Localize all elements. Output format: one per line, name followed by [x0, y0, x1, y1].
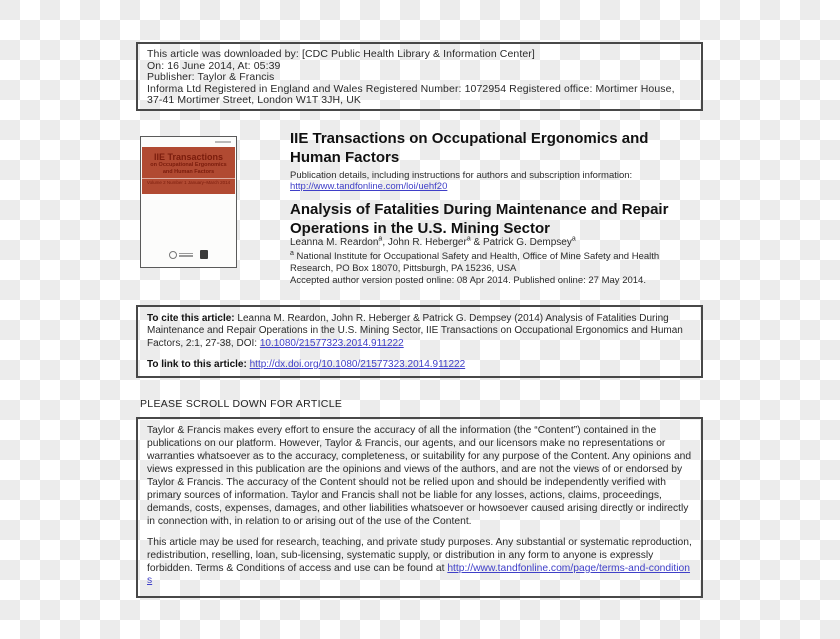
link-label: To link to this article:: [147, 358, 247, 370]
author-2-affiliation-marker: a: [466, 235, 471, 243]
authors-line: [290, 237, 694, 248]
author-2: John R. Heberger: [387, 237, 467, 248]
publisher-line: Publisher: Taylor & Francis: [147, 71, 275, 84]
cover-issue-line: Volume 2 Number 1 January–March 2014: [142, 178, 235, 186]
article-url-link[interactable]: http://dx.doi.org/10.1080/21577323.2014.911222: [249, 358, 466, 370]
cover-masthead-banner: [142, 147, 235, 194]
disclaimer-paragraph-2: [147, 537, 692, 589]
registration-line: Informa Ltd Registered in England and Wales Registered Number: 1072954 Registered office: Mortimer House, 37-41 Mortimer Street, London W1T 3JH, UK: [147, 82, 675, 107]
terms-and-conditions-link[interactable]: http://www.tandfonline.com/page/terms-and-conditions: [147, 562, 691, 587]
link-paragraph: [147, 359, 692, 371]
author-separator-1: ,: [382, 237, 388, 248]
author-3: Patrick G. Dempsey: [482, 237, 572, 248]
taylor-francis-logo-circle-icon: [169, 251, 177, 259]
taylor-francis-logo: [169, 251, 193, 259]
cover-masthead-subtitle1: on Occupational Ergonomics: [150, 162, 227, 168]
author-3-affiliation-marker: a: [571, 235, 576, 243]
publication-details-text: Publication details, including instructions for authors and subscription information:: [290, 170, 633, 181]
article-title: Analysis of Fatalities During Maintenance and Repair Operations in the U.S. Mining Sector: [290, 201, 669, 237]
cover-masthead-subtitle2: and Human Factors: [162, 168, 215, 175]
iie-square-logo-icon: [200, 250, 208, 259]
scroll-down-notice: PLEASE SCROLL DOWN FOR ARTICLE: [140, 398, 343, 410]
cover-publisher-logos: [141, 250, 236, 259]
cover-issn-mark: [215, 141, 231, 143]
downloaded-by-line: This article was downloaded by: [CDC Public Health Library & Information Center]: [147, 48, 535, 60]
author-1: Leanna M. Reardon: [290, 237, 379, 248]
download-date-line: On: 16 June 2014, At: 05:39: [147, 59, 281, 72]
cite-text: Leanna M. Reardon, John R. Heberger & Patrick G. Dempsey (2014) Analysis of Fatalities During Maintenance and Repair Operations in the U.S. Mining Sector, IIE Transactions on Occupational Ergonomics and Human Factors, 2:1, 27-38, DOI:: [147, 313, 683, 349]
doi-link[interactable]: 10.1080/21577323.2014.911222: [259, 337, 404, 349]
affiliation-line: [290, 251, 688, 274]
author-1-affiliation-marker: a: [378, 235, 383, 243]
author-separator-2: &: [470, 237, 483, 248]
affiliation-text: National Institute for Occupational Safety and Health, Office of Mine Safety and Health Research, PO Box 18070, Pittsburgh, PA 15236, USA: [290, 251, 660, 274]
publication-history-line: Accepted author version posted online: 08 Apr 2014. Published online: 27 May 2014.: [290, 275, 646, 286]
journal-cover-thumbnail: [140, 136, 237, 268]
affiliation-marker: a: [290, 249, 294, 257]
citation-box: [136, 305, 703, 378]
disclaimer-box: [136, 417, 703, 598]
cover-masthead-title: IIE Transactions: [153, 152, 224, 162]
journal-homepage-link-wrap: [290, 181, 447, 192]
cite-label: To cite this article:: [147, 313, 235, 324]
taylor-francis-logo-text: [179, 253, 193, 257]
download-info-box: [136, 42, 703, 111]
journal-title: IIE Transactions on Occupational Ergonomics and Human Factors: [290, 130, 649, 166]
disclaimer-paragraph-1: Taylor & Francis makes every effort to ensure the accuracy of all the information (the “Content”) contained in the publications on our platform. However, Taylor & Francis, our agents, and our licensors make no representations or warranties whatsoever as to the accuracy, completeness, or suitability for any purpose of the Content. Any opinions and views expressed in this publication are the opinions and views of the authors, and are not the views of or endorsed by Taylor & Francis. The accuracy of the Content should not be relied upon and should be independently verified with primary sources of information. Taylor and Francis shall not be liable for any losses, actions, claims, proceedings, demands, costs, expenses, damages, and other liabilities whatsoever or howsoever caused arising directly or indirectly in connection with, in relation to or arising out of the use of the Content.: [147, 425, 692, 527]
journal-homepage-link[interactable]: http://www.tandfonline.com/loi/uehf20: [290, 181, 448, 192]
terms-text: This article may be used for research, teaching, and private study purposes. Any substantial or systematic reproduction, redistribution, reselling, loan, sub-licensing, systematic supply, or distribution in any form to anyone is expressly forbidden. Terms & Conditions of access and use can be found at: [147, 536, 692, 574]
cite-paragraph: [147, 313, 692, 350]
